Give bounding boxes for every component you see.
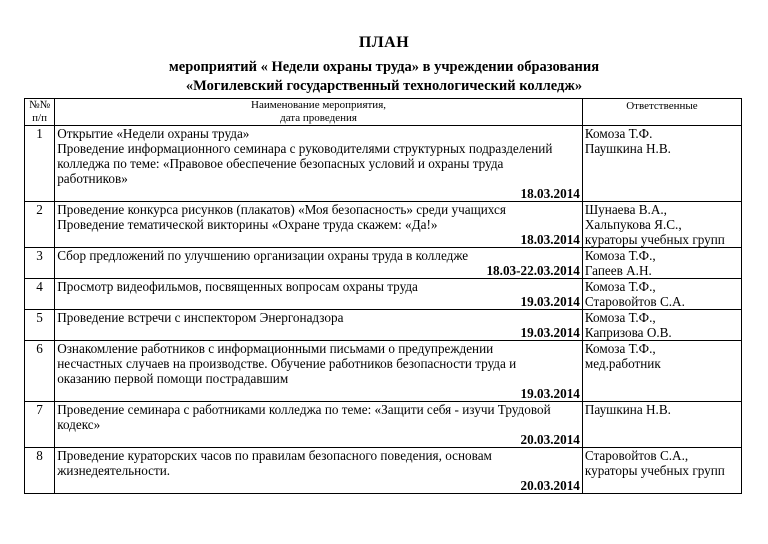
row-number: 6 (25, 341, 55, 402)
event-date: 18.03.2014 (520, 232, 580, 247)
event-text-line: Сбор предложений по улучшению организации охраны труда в колледже (57, 248, 469, 263)
row-number: 3 (25, 248, 55, 279)
responsible-cell (582, 248, 741, 279)
responsible-person: Паушкина Н.В. (584, 141, 671, 156)
responsible-person: мед.работник (584, 356, 661, 371)
subtitle-line-2: «Могилевский государственный технологический колледж» (185, 78, 583, 94)
event-date: 20.03.2014 (520, 432, 580, 447)
event-cell (55, 341, 583, 402)
responsible-person: Старовойтов С.А., (584, 448, 689, 463)
row-number: 7 (25, 402, 55, 448)
responsible-person: кураторы учебных групп (584, 232, 725, 247)
responsible-cell (582, 202, 741, 248)
event-text-line: Проведение конкурса рисунков (плакатов) «Моя безопасность» среди учащихся (57, 202, 506, 217)
event-text-line: Проведение информационного семинара с руководителями структурных подразделений (57, 141, 553, 156)
events-table (24, 98, 742, 494)
event-text-line: колледжа по теме: «Правовое обеспечение безопасных условий и охраны труда (57, 156, 504, 171)
table-row (25, 248, 742, 279)
event-text-line: Проведение встречи с инспектором Энергонадзора (57, 310, 344, 325)
table-row (25, 341, 742, 402)
header-number: №№ п/п (25, 99, 55, 126)
event-text-line: Открытие «Недели охраны труда» (57, 126, 250, 141)
table-header-row (25, 99, 742, 126)
responsible-cell (582, 341, 741, 402)
event-cell (55, 402, 583, 448)
event-text-line: Проведение кураторских часов по правилам безопасного поведения, основам (57, 448, 492, 463)
responsible-cell (582, 279, 741, 310)
responsible-person: Шунаева В.А., (584, 202, 667, 217)
event-text-line: Проведение тематической викторины «Охране труда скажем: «Да!» (57, 217, 438, 232)
event-cell (55, 126, 583, 202)
table-row (25, 402, 742, 448)
table-row (25, 448, 742, 494)
plan-title: ПЛАН (358, 34, 410, 51)
row-number: 1 (25, 126, 55, 202)
row-number: 4 (25, 279, 55, 310)
event-text-line: оказанию первой помощи пострадавшим (57, 371, 289, 386)
plan-subtitle (0, 58, 768, 96)
responsible-person: кураторы учебных групп (584, 463, 725, 478)
responsible-person: Комоза Т.Ф., (584, 248, 656, 263)
responsible-person: Хальпукова Я.С., (584, 217, 682, 232)
event-text-line: кодекс» (57, 417, 101, 432)
responsible-person: Комоза Т.Ф., (584, 341, 656, 356)
header-responsible: Ответственные (582, 99, 741, 126)
event-date: 20.03.2014 (520, 478, 580, 493)
event-cell (55, 310, 583, 341)
event-text-line: несчастных случаев на производстве. Обучение работников безопасности труда и (57, 356, 517, 371)
event-date: 18.03.2014 (520, 186, 580, 201)
responsible-cell (582, 402, 741, 448)
event-text-line: жизнедеятельности. (57, 463, 171, 478)
event-cell (55, 248, 583, 279)
event-date: 19.03.2014 (520, 386, 580, 401)
responsible-cell (582, 448, 741, 494)
event-text-line: работников» (57, 171, 128, 186)
table-row (25, 202, 742, 248)
responsible-cell (582, 310, 741, 341)
responsible-person: Капризова О.В. (584, 325, 672, 340)
responsible-person: Комоза Т.Ф. (584, 126, 653, 141)
event-text-line: Ознакомление работников с информационными письмами о предупреждении (57, 341, 494, 356)
header-event: Наименование мероприятия, дата проведения (55, 99, 583, 126)
event-date: 19.03.2014 (520, 294, 580, 309)
event-text-line: Проведение семинара с работниками колледжа по теме: «Защити себя - изучи Трудовой (57, 402, 551, 417)
responsible-person: Паушкина Н.В. (584, 402, 671, 417)
row-number: 2 (25, 202, 55, 248)
event-cell (55, 279, 583, 310)
responsible-person: Гапеев А.Н. (584, 263, 652, 278)
responsible-person: Старовойтов С.А. (584, 294, 685, 309)
responsible-person: Комоза Т.Ф., (584, 279, 656, 294)
responsible-person: Комоза Т.Ф., (584, 310, 656, 325)
event-text-line: Просмотр видеофильмов, посвященных вопросам охраны труда (57, 279, 418, 294)
row-number: 8 (25, 448, 55, 494)
table-row (25, 279, 742, 310)
event-cell (55, 448, 583, 494)
table-body (25, 126, 742, 494)
table-row (25, 126, 742, 202)
responsible-cell (582, 126, 741, 202)
row-number: 5 (25, 310, 55, 341)
event-cell (55, 202, 583, 248)
event-date: 18.03-22.03.2014 (486, 263, 580, 278)
table-row (25, 310, 742, 341)
event-date: 19.03.2014 (520, 325, 580, 340)
subtitle-line-1: мероприятий « Недели охраны труда» в учреждении образования (168, 59, 600, 75)
